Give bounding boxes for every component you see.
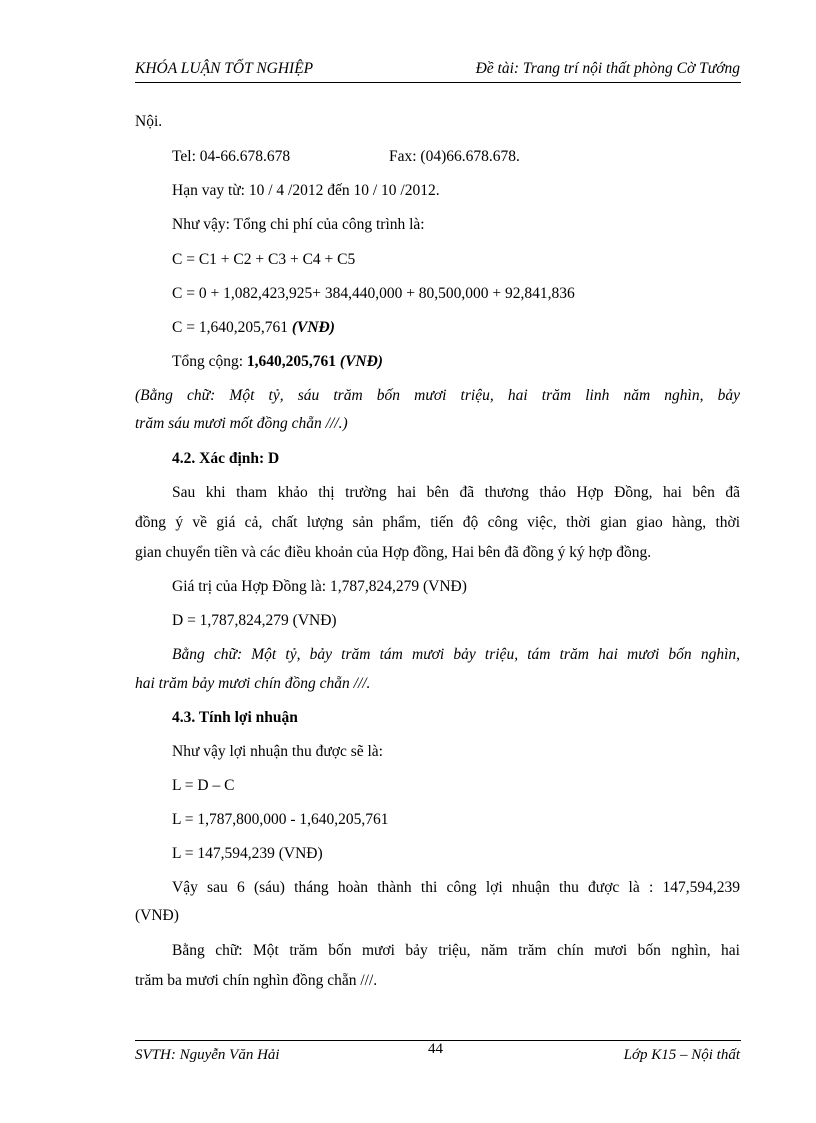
- formula-line: D = 1,787,824,279 (VNĐ): [172, 612, 337, 629]
- formula-line: L = D – C: [172, 777, 235, 794]
- formula-line: C = C1 + C2 + C3 + C4 + C5: [172, 251, 356, 268]
- formula-line: C = 1,640,205,761 (VNĐ): [172, 319, 335, 336]
- text-line: trăm ba mươi chín nghìn đồng chẵn ///.: [135, 972, 378, 989]
- section-heading: 4.2. Xác định: D: [172, 450, 280, 467]
- fax-line: Fax: (04)66.678.678.: [389, 148, 520, 165]
- text-line: hai trăm bảy mươi chín đồng chẵn ///.: [135, 675, 371, 692]
- page-footer: [135, 1043, 740, 1067]
- tel-line: Tel: 04-66.678.678: [172, 148, 291, 165]
- paragraph-line: Sau khi tham khảo thị trường hai bên đã thương thảo Hợp Đồng, hai bên đã: [172, 484, 740, 501]
- text-line: Nội.: [135, 113, 163, 130]
- footer-class: Lớp K15 – Nội thất: [623, 1047, 740, 1063]
- text-line: Hạn vay từ: 10 / 4 /2012 đến 10 / 10 /2012.: [172, 182, 440, 199]
- text-line: Giá trị của Hợp Đồng là: 1,787,824,279 (VNĐ): [172, 578, 467, 595]
- text-line: Bằng chữ: Một trăm bốn mươi bảy triệu, năm trăm chín mươi bốn nghìn, hai: [172, 942, 740, 959]
- header-left: KHÓA LUẬN TỐT NGHIỆP: [135, 60, 314, 77]
- paragraph-line: đồng ý về giá cả, chất lượng sản phẩm, tiến độ công việc, thời gian giao hàng, thời: [135, 514, 740, 531]
- text-line: Như vậy lợi nhuận thu được sẽ là:: [172, 743, 383, 760]
- total-line: Tổng cộng: 1,640,205,761 (VNĐ): [172, 353, 383, 370]
- header-right: Đề tài: Trang trí nội thất phòng Cờ Tướng: [475, 60, 740, 77]
- formula-line: L = 147,594,239 (VNĐ): [172, 845, 323, 862]
- paragraph-line: gian chuyển tiền và các điều khoản của Hợp đồng, Hai bên đã đồng ý ký hợp đồng.: [135, 544, 652, 561]
- text-line: Bằng chữ: Một tỷ, bảy trăm tám mươi bảy triệu, tám trăm hai mươi bốn nghìn,: [172, 646, 740, 663]
- header-rule: [135, 82, 741, 83]
- text-line: (Bằng chữ: Một tỷ, sáu trăm bốn mươi triệu, hai trăm linh năm nghìn, bảy: [135, 387, 740, 404]
- text-line: Như vậy: Tổng chi phí của công trình là:: [172, 216, 425, 233]
- text-line: trăm sáu mươi mốt đồng chẵn ///.): [135, 415, 348, 432]
- formula-line: C = 0 + 1,082,423,925+ 384,440,000 + 80,500,000 + 92,841,836: [172, 285, 575, 302]
- section-heading: 4.3. Tính lợi nhuận: [172, 709, 298, 726]
- text-line: Vậy sau 6 (sáu) tháng hoàn thành thi công lợi nhuận thu được là : 147,594,239: [172, 879, 740, 896]
- page-number: 44: [428, 1041, 443, 1057]
- footer-author: SVTH: Nguyễn Văn Hải: [135, 1047, 280, 1063]
- page-header: [135, 58, 740, 82]
- text-line: (VNĐ): [135, 907, 179, 924]
- formula-line: L = 1,787,800,000 - 1,640,205,761: [172, 811, 389, 828]
